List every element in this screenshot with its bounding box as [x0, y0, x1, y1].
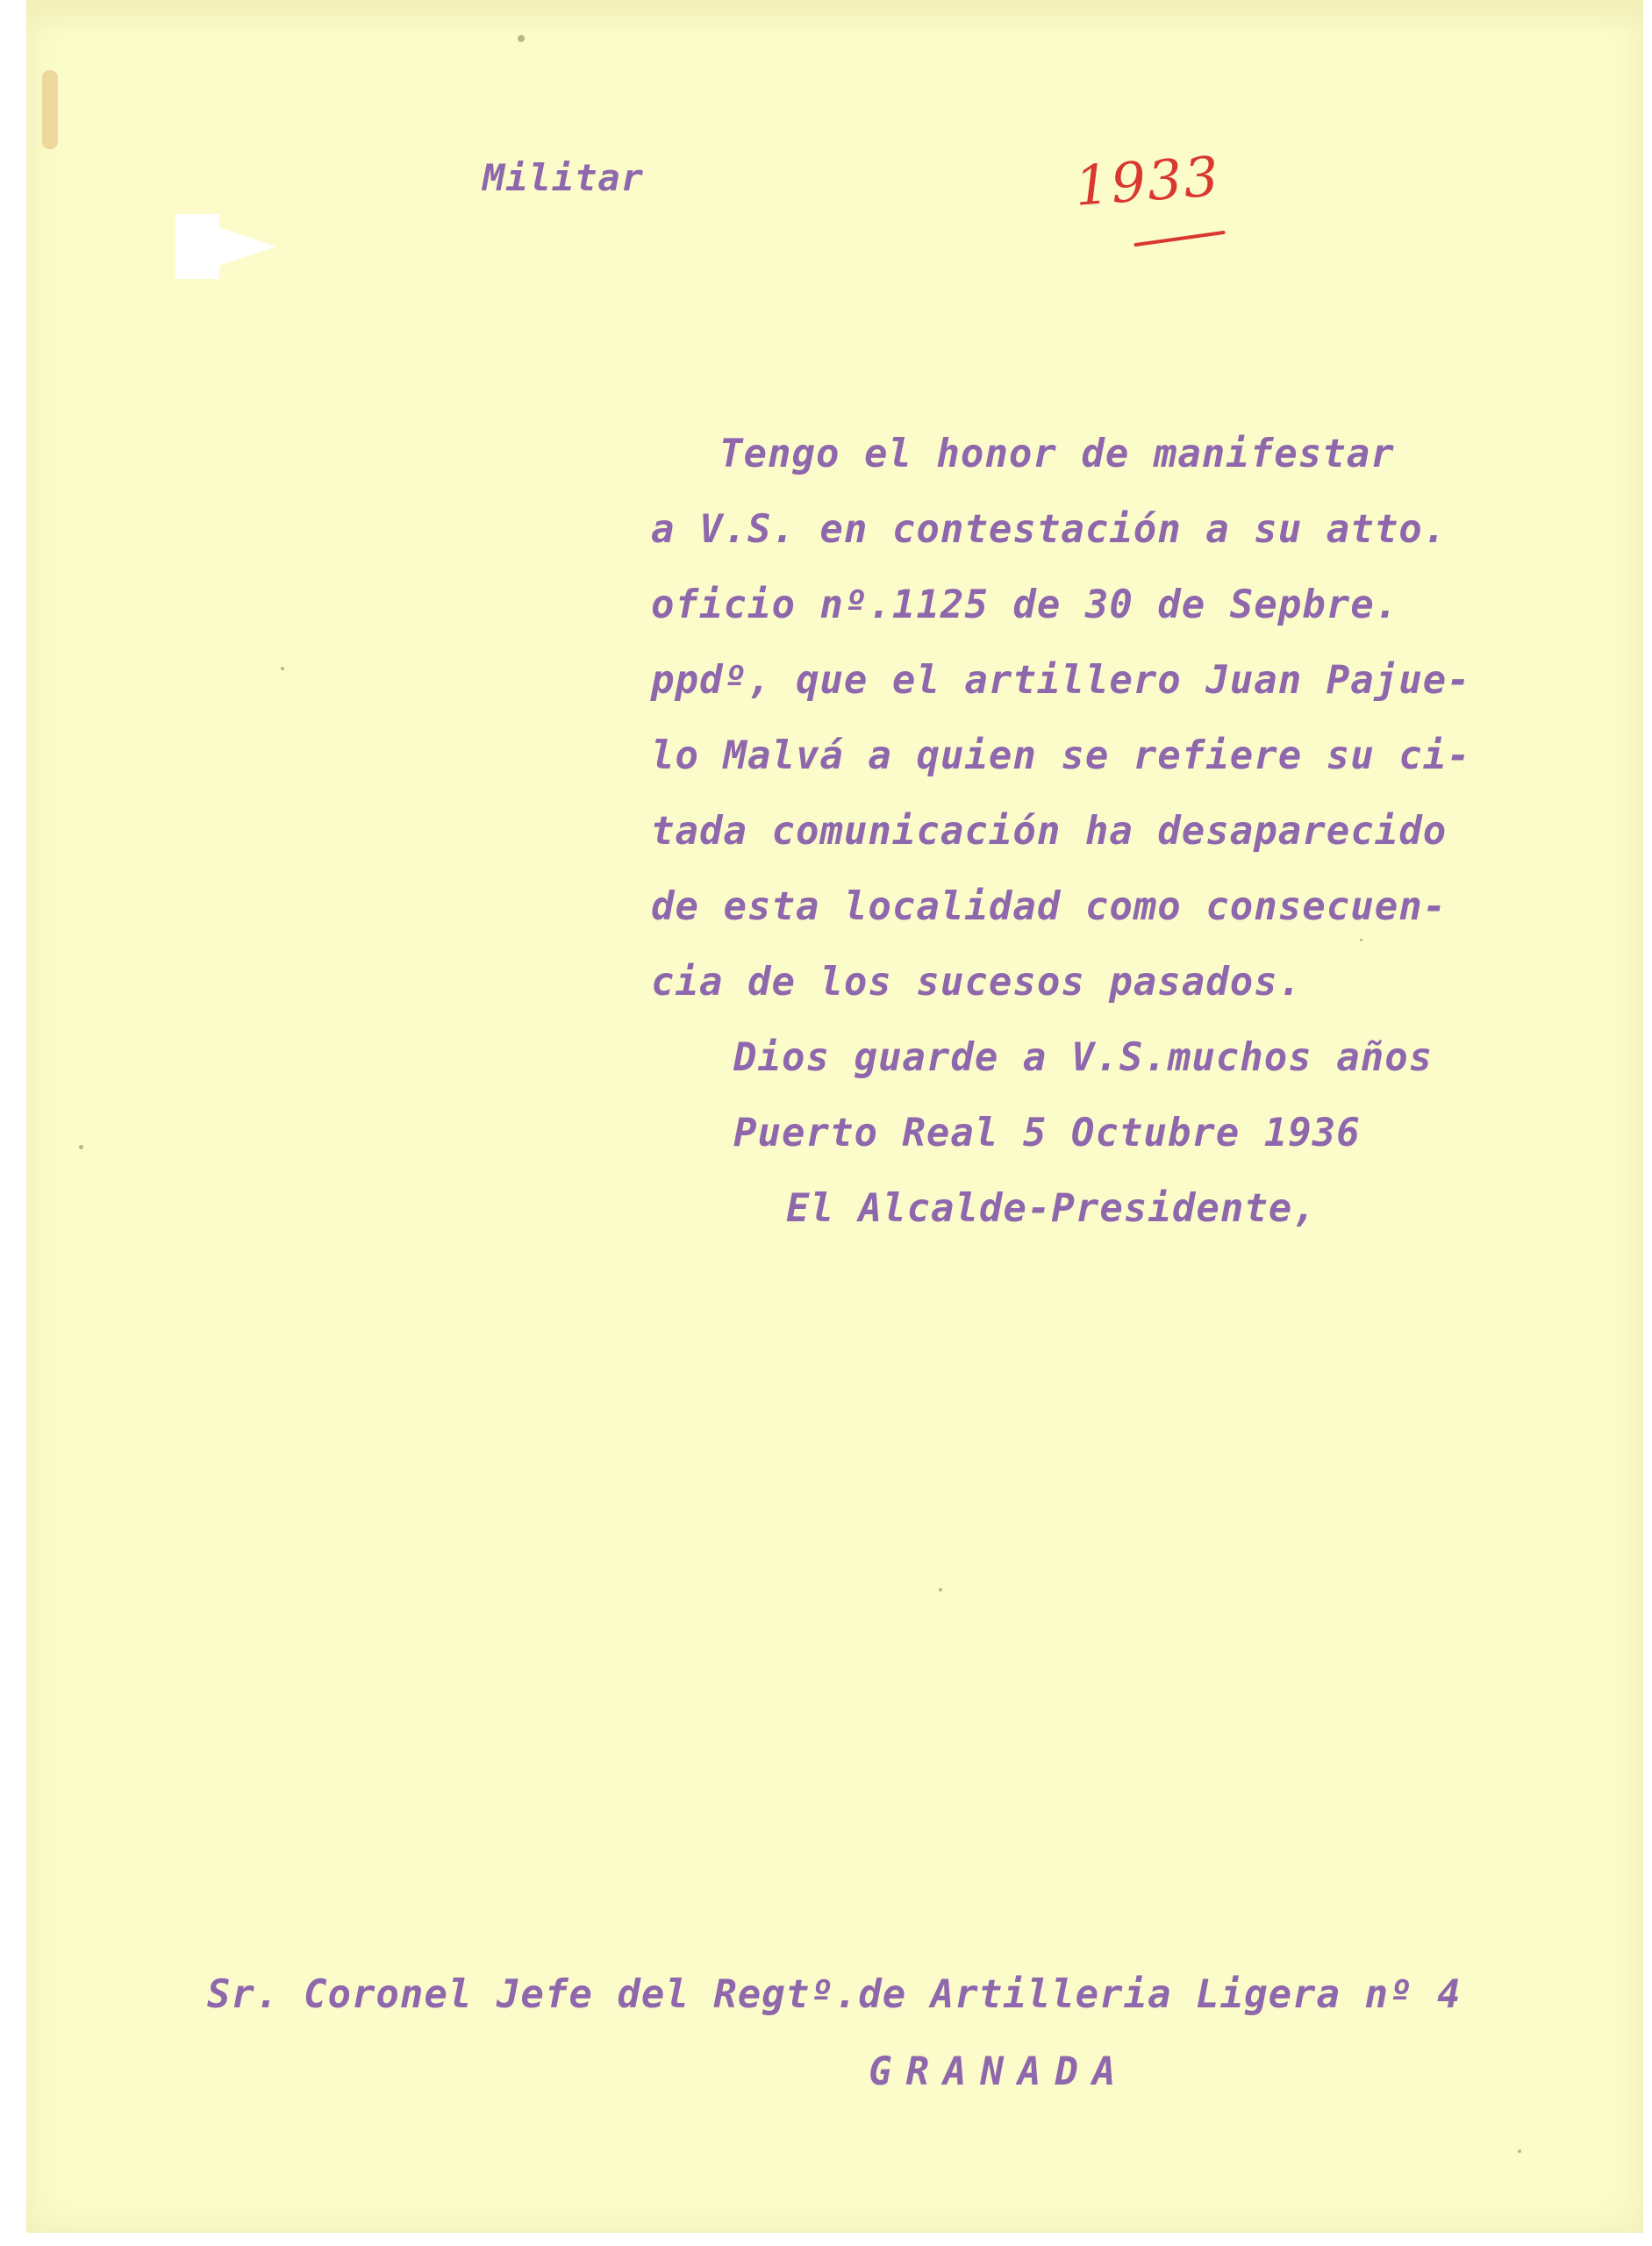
paper-notch-point — [180, 214, 276, 279]
paper-speck — [1518, 2149, 1521, 2153]
letter-page — [26, 0, 1643, 2233]
paper-speck — [1360, 939, 1362, 941]
addressee-city: GRANADA — [869, 2049, 1130, 2094]
paper-edge-stain — [42, 70, 58, 149]
paper-speck — [79, 1145, 83, 1149]
signature-title: El Alcalde-Presidente, — [786, 1186, 1317, 1231]
paper-speck — [518, 35, 525, 42]
body-line: tada comunicación ha desaparecido — [651, 809, 1448, 854]
body-line: a V.S. en contestación a su atto. — [651, 507, 1448, 552]
paper-speck — [281, 667, 284, 670]
handwritten-number: 1933 — [1072, 144, 1223, 218]
body-line: Tengo el honor de manifestar — [719, 432, 1395, 476]
body-line: de esta localidad como consecuen- — [651, 884, 1448, 929]
addressee-line: Sr. Coronel Jefe del Regtº.de Artilleria Ligera nº 4 — [207, 1972, 1462, 2017]
place-date-line: Puerto Real 5 Octubre 1936 — [733, 1111, 1361, 1155]
closing-line: Dios guarde a V.S.muchos años — [733, 1035, 1434, 1080]
body-line: ppdº, que el artillero Juan Pajue- — [651, 658, 1471, 703]
handwritten-underline — [1134, 231, 1226, 247]
body-line: cia de los sucesos pasados. — [651, 960, 1303, 1005]
header-label: Militar — [483, 156, 645, 199]
paper-speck — [939, 1588, 942, 1592]
body-line: lo Malvá a quien se refiere su ci- — [651, 733, 1471, 778]
body-line: oficio nº.1125 de 30 de Sepbre. — [651, 583, 1399, 627]
